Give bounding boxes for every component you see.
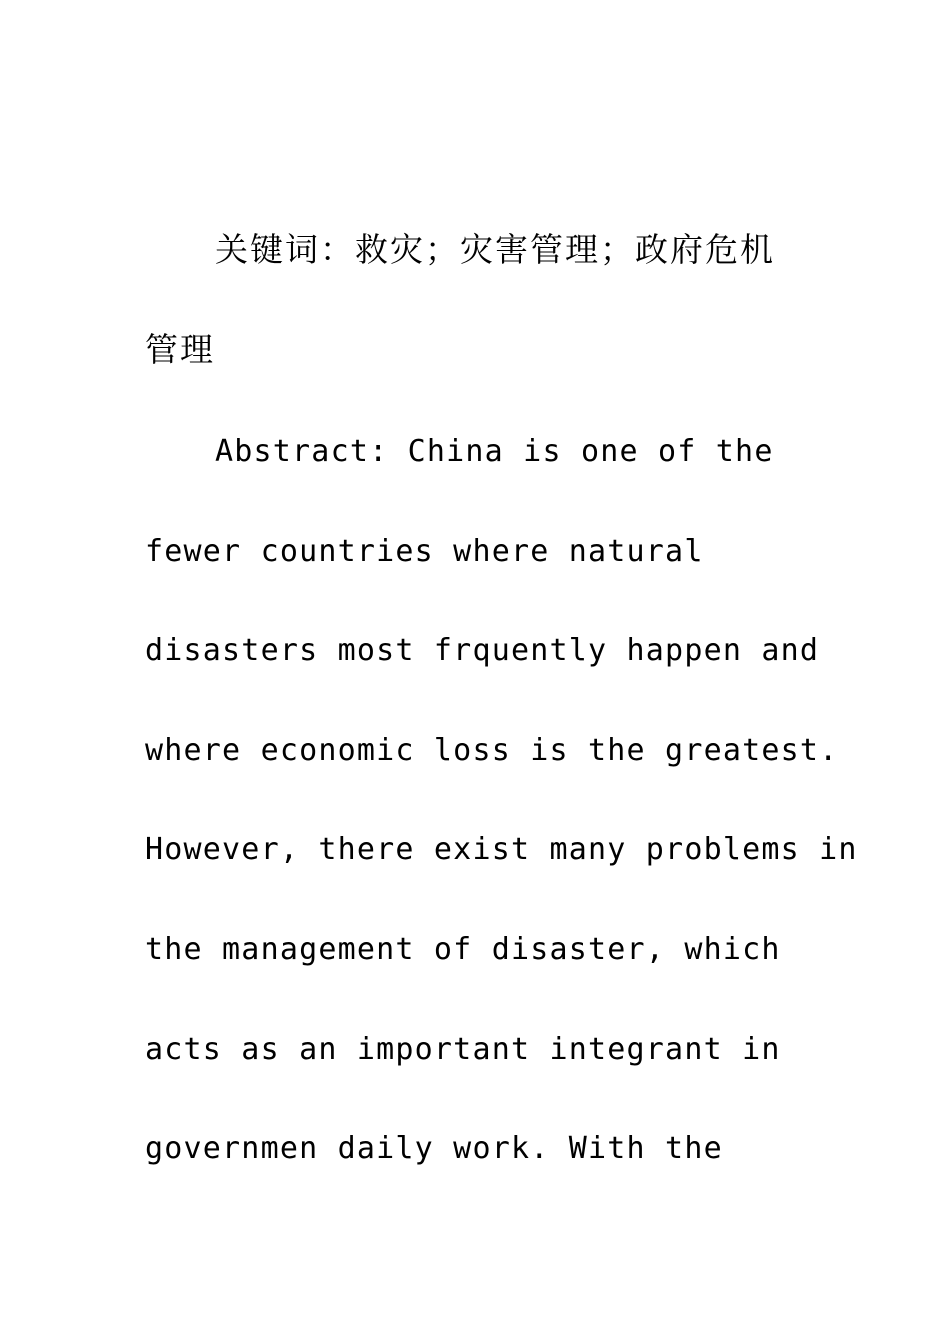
abstract-line: governmen daily work. With the <box>145 1131 723 1166</box>
abstract-line: Abstract: China is one of the <box>215 434 774 469</box>
abstract-line: where economic loss is the greatest. <box>145 733 839 768</box>
abstract-line: acts as an important integrant in <box>145 1032 781 1067</box>
keywords-line-2: 管理 <box>145 330 215 369</box>
abstract-line: However, there exist many problems in <box>145 832 858 867</box>
abstract-line: fewer countries where natural <box>145 534 704 569</box>
keywords-line-1: 关键词：救灾；灾害管理；政府危机 <box>215 230 775 269</box>
abstract-line: disasters most frquently happen and <box>145 633 820 668</box>
abstract-line: the management of disaster, which <box>145 932 781 967</box>
